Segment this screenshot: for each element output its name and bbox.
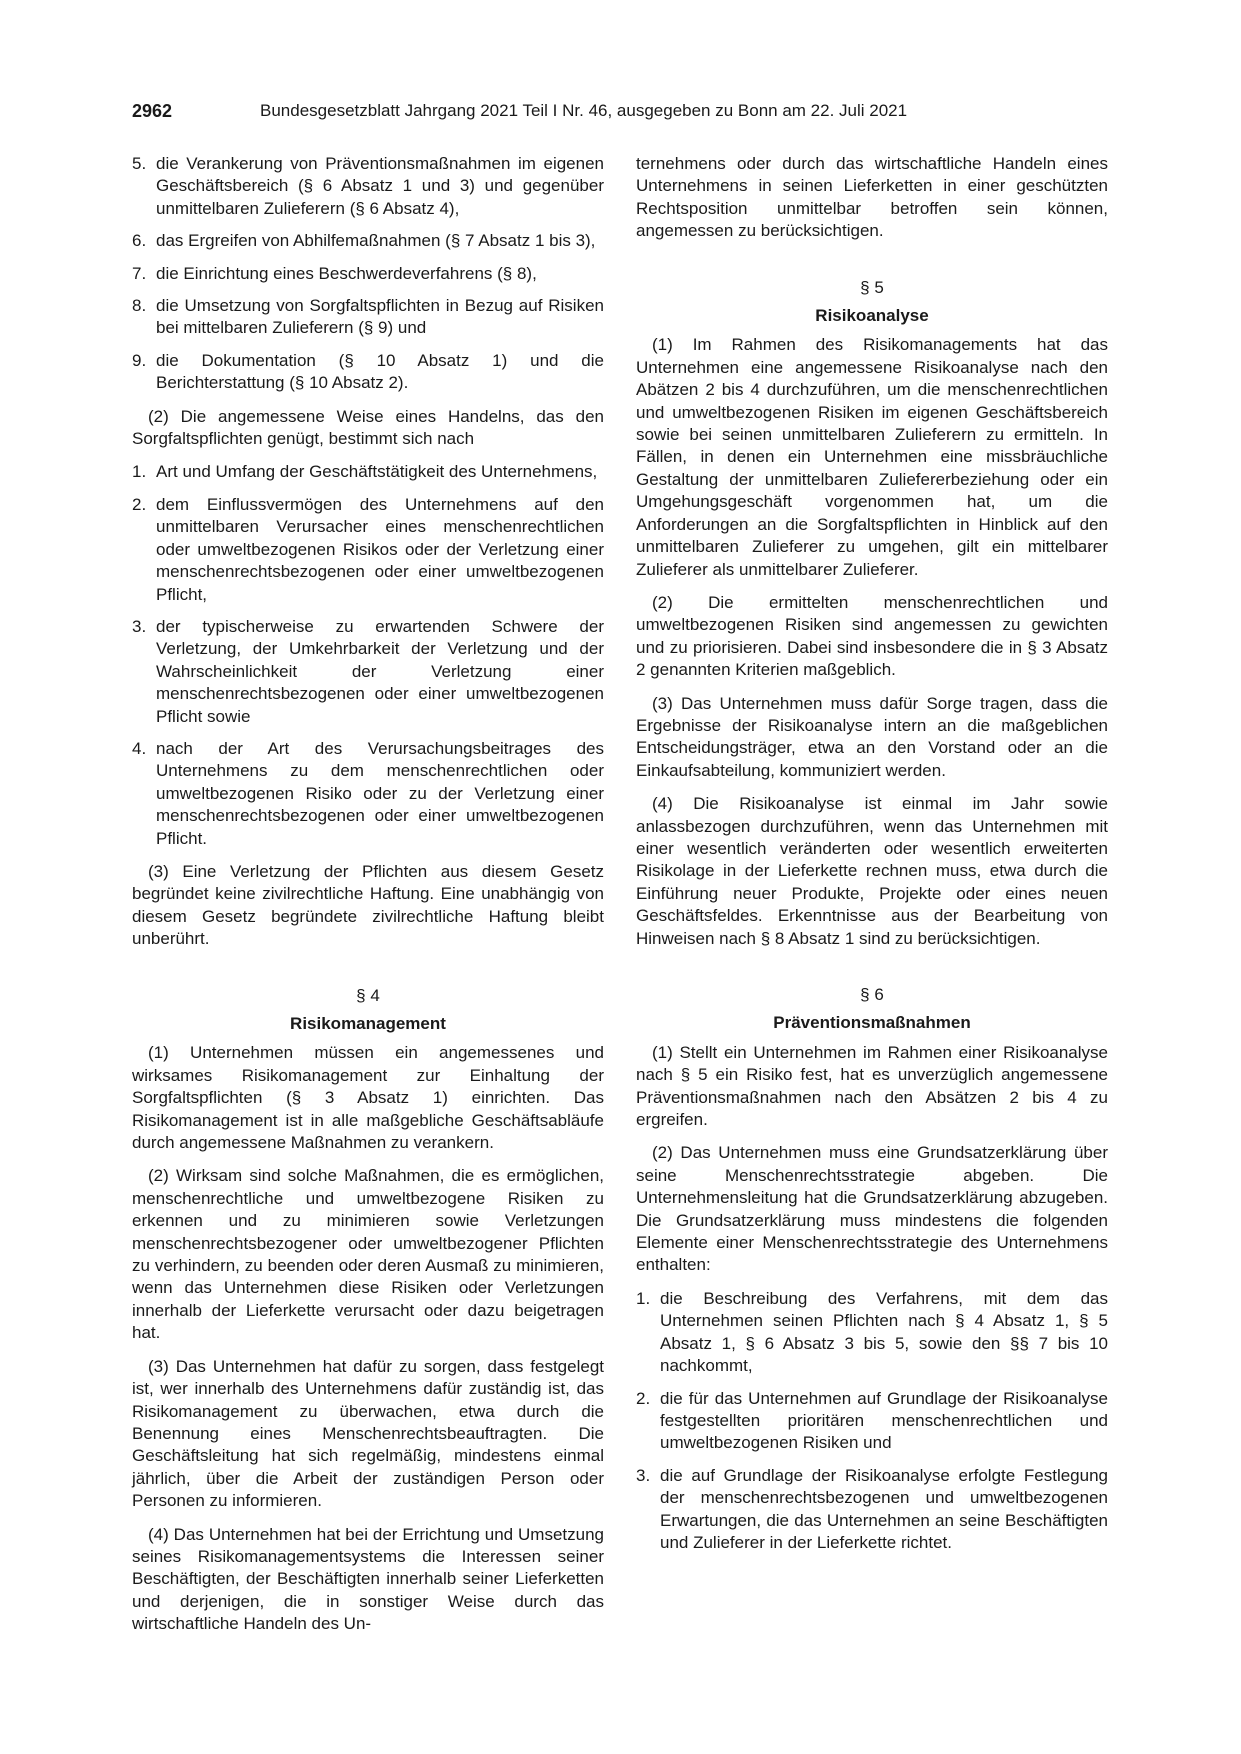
section-title: Präventionsmaßnahmen bbox=[773, 1013, 971, 1033]
list-number: 5. bbox=[132, 154, 147, 173]
list-number: 3. bbox=[636, 1465, 651, 1485]
paragraph-s5-1: (1) Im Rahmen des Risikomanagements hat das Unternehmen eine angemessene Risikoanalyse nach den Abätzen 2 bis 4 durchzuführen, um die menschenrechtlichen und umweltbezogenen Risiken im eigenen Geschäftsbereich sowie bei seinen unmittelbaren Zulieferern zu ermitteln. In Fällen, in denen ein Unternehmen eine missbräuchliche Gestaltung der unmittelbaren Zuliefererbeziehung oder ein Umgehungsgeschäft vorgenommen hat, um die Anforderungen an die Sorgfaltspflichten in Hinblick auf den unmittelbaren Zulieferer zu umgehen, gilt ein mittelbarer Zulieferer als unmittelbarer Zulieferer. bbox=[636, 335, 1108, 579]
paragraph-s4-1: (1) Unternehmen müssen ein angemessenes und wirksames Risikomanagement zur Einhaltung der Sorgfaltspflichten (§ 3 Absatz 1) einrichten. Das Risikomanagement ist in alle maßgebliche Geschäftsabläufe durch angemessene Maßnahmen zu verankern. bbox=[132, 1043, 604, 1153]
paragraph-s4-4-continued: ternehmens oder durch das wirtschaftliche Handeln eines Unternehmens in seinen Lieferketten in einer geschützten Rechtsposition unmittelbar betroffen sein können, angemessen zu berücksichtigen. bbox=[636, 154, 1108, 241]
section-number: § 4 bbox=[356, 985, 380, 1005]
section-title: Risikoanalyse bbox=[815, 306, 929, 326]
paragraph-s6-2: (2) Das Unternehmen muss eine Grundsatzerklärung über seine Menschenrechtsstrategie abgeben. Die Unternehmensleitung hat die Grundsatzerklärung abzugeben. Die Grundsatzerklärung muss mindestens die folgenden Elemente einer Menschenrechtsstrategie des Unternehmens enthalten: bbox=[636, 1143, 1108, 1275]
page-number: 2962 bbox=[132, 101, 173, 121]
paragraph-s3-2: (2) Die angemessene Weise eines Handelns, das den Sorgfaltspflichten genügt, bestimmt sich nach bbox=[132, 406, 604, 449]
list-item bbox=[132, 738, 604, 850]
list-item bbox=[132, 616, 604, 728]
list-number: 6. bbox=[132, 231, 147, 251]
list-number: 7. bbox=[132, 263, 147, 283]
list-number: 9. bbox=[132, 350, 147, 370]
list-text: nach der Art des Verursachungsbeitrages des Unternehmens zu dem menschenrechtlichen oder umweltbezogenen Risiko oder zu der Verletzung einer menschenrechtsbezogenen oder einer umweltbezogenen Pflicht. bbox=[156, 738, 604, 848]
paragraph-s5-2: (2) Die ermittelten menschenrechtlichen und umweltbezogenen Risiken sind angemessen zu gewichten und zu priorisieren. Dabei sind insbesondere die in § 3 Absatz 2 genannten Kriterien maßgeblich. bbox=[636, 592, 1108, 680]
list-item bbox=[636, 1288, 1108, 1378]
list-number: 2. bbox=[132, 494, 147, 514]
list-item bbox=[132, 350, 604, 395]
list-item bbox=[132, 230, 604, 252]
list-text: dem Einflussvermögen des Unternehmens auf den unmittelbaren Verursacher eines menschenrechtlichen oder umweltbezogenen Risikos oder der Verletzung einer menschenrechtsbezogenen oder einer umweltbezogenen Pflicht, bbox=[156, 494, 604, 604]
list-item bbox=[132, 461, 604, 483]
paragraph-s3-3: (3) Eine Verletzung der Pflichten aus diesem Gesetz begründet keine zivilrechtliche Haftung. Eine unabhängig von diesem Gesetz begründete zivilrechtliche Haftung bleibt unberührt. bbox=[132, 861, 604, 949]
list-number: 1. bbox=[636, 1288, 651, 1308]
list-text: die für das Unternehmen auf Grundlage der Risikoanalyse festgestellten prioritären menschenrechtlichen und umweltbezogenen Risiken und bbox=[660, 1388, 1108, 1453]
right-column bbox=[636, 153, 1108, 1565]
paragraph-s4-4: (4) Das Unternehmen hat bei der Errichtung und Umsetzung seines Risikomanagementsystems die Interessen seiner Beschäftigten, der Beschäftigten innerhalb seiner Lieferketten und derjenigen, die in sonstiger Weise durch das wirtschaftliche Handeln des Un- bbox=[132, 1524, 604, 1634]
list-text: der typischerweise zu erwartenden Schwere der Verletzung, der Umkehrbarkeit der Verletzung und der Wahrscheinlichkeit der Verletzung einer menschenrechtsbezogenen oder einer umweltbezogenen Pflicht sowie bbox=[156, 616, 604, 726]
list-item bbox=[132, 263, 604, 285]
list-number: 1. bbox=[132, 462, 147, 482]
left-column bbox=[132, 153, 604, 1647]
list-text: die Beschreibung des Verfahrens, mit dem das Unternehmen seinen Pflichten nach § 4 Absatz 1, § 5 Absatz 1, § 6 Absatz 3 bis 5, sowie den §§ 7 bis 10 nachkommt, bbox=[660, 1288, 1108, 1376]
list-text: die Einrichtung eines Beschwerdeverfahrens (§ 8), bbox=[156, 263, 537, 283]
list-number: 2. bbox=[636, 1388, 651, 1408]
list-number: 8. bbox=[132, 296, 147, 316]
list-item bbox=[132, 153, 604, 220]
list-text: die Umsetzung von Sorgfaltspflichten in Bezug auf Risiken bei mittelbaren Zulieferern (§ 9) und bbox=[156, 296, 604, 338]
list-text: das Ergreifen von Abhilfemaßnahmen (§ 7 Absatz 1 bis 3), bbox=[156, 231, 596, 251]
list-text: Art und Umfang der Geschäftstätigkeit des Unternehmens, bbox=[156, 462, 598, 482]
section-number: § 5 bbox=[860, 277, 884, 297]
list-text: die Dokumentation (§ 10 Absatz 1) und die Berichterstattung (§ 10 Absatz 2). bbox=[156, 350, 604, 393]
paragraph-s5-3: (3) Das Unternehmen muss dafür Sorge tragen, dass die Ergebnisse der Risikoanalyse intern an die maßgeblichen Entscheidungsträger, etwa an den Vorstand oder an die Einkaufsabteilung, kommuniziert werden. bbox=[636, 693, 1108, 780]
paragraph-s4-3: (3) Das Unternehmen hat dafür zu sorgen, dass festgelegt ist, wer innerhalb des Unternehmens dafür zuständig ist, das Risikomanagement zu überwachen, etwa durch die Benennung eines Menschenrechtsbeauftragten. Die Geschäftsleitung hat sich regelmäßig, mindestens einmal jährlich, über die Arbeit der zuständigen Person oder Personen zu informieren. bbox=[132, 1356, 604, 1511]
paragraph-s4-2: (2) Wirksam sind solche Maßnahmen, die es ermöglichen, menschenrechtliche und umweltbezogene Risiken zu erkennen und zu minimieren sowie Verletzungen menschenrechtsbezogener oder umweltbezogener Pflichten zu verhindern, zu beenden oder deren Ausmaß zu minimieren, wenn das Unternehmen diese Risiken oder Verletzungen innerhalb der Lieferkette verursacht oder dazu beigetragen hat. bbox=[132, 1166, 604, 1343]
policy-elements-list bbox=[636, 1288, 1108, 1554]
duties-list-continued bbox=[132, 153, 604, 395]
list-number: 3. bbox=[132, 616, 147, 636]
section-number: § 6 bbox=[860, 985, 884, 1004]
header-title: Bundesgesetzblatt Jahrgang 2021 Teil I Nr. 46, ausgegeben zu Bonn am 22. Juli 2021 bbox=[260, 101, 908, 120]
criteria-list bbox=[132, 461, 604, 850]
list-item bbox=[132, 494, 604, 606]
paragraph-s6-1: (1) Stellt ein Unternehmen im Rahmen einer Risikoanalyse nach § 5 ein Risiko fest, hat es unverzüglich angemessene Präventionsmaßnahmen nach den Absätzen 2 bis 4 zu ergreifen. bbox=[636, 1042, 1108, 1130]
list-item bbox=[636, 1388, 1108, 1455]
list-text: die Verankerung von Präventionsmaßnahmen im eigenen Geschäftsbereich (§ 6 Absatz 1 und 3) und gegenüber unmittelbaren Zulieferern (§ 6 Absatz 4), bbox=[156, 154, 604, 218]
list-text: die auf Grundlage der Risikoanalyse erfolgte Festlegung der menschenrechtsbezogenen und umweltbezogenen Erwartungen, die das Unternehmen an seine Beschäftigten und Zulieferer in der Lieferkette richtet. bbox=[660, 1465, 1108, 1552]
list-number: 4. bbox=[132, 738, 147, 758]
paragraph-s5-4: (4) Die Risikoanalyse ist einmal im Jahr sowie anlassbezogen durchzuführen, wenn das Unternehmen mit einer wesentlich veränderten oder wesentlich erweiterten Risikolage in der Lieferkette rechnen muss, etwa durch die Einführung neuer Produkte, Projekte oder eines neuen Geschäftsfeldes. Erkenntnisse aus der Bearbeitung von Hinweisen nach § 8 Absatz 1 sind zu berücksichtigen. bbox=[636, 794, 1108, 948]
list-item bbox=[132, 295, 604, 340]
list-item bbox=[636, 1465, 1108, 1555]
section-title: Risikomanagement bbox=[290, 1014, 446, 1033]
